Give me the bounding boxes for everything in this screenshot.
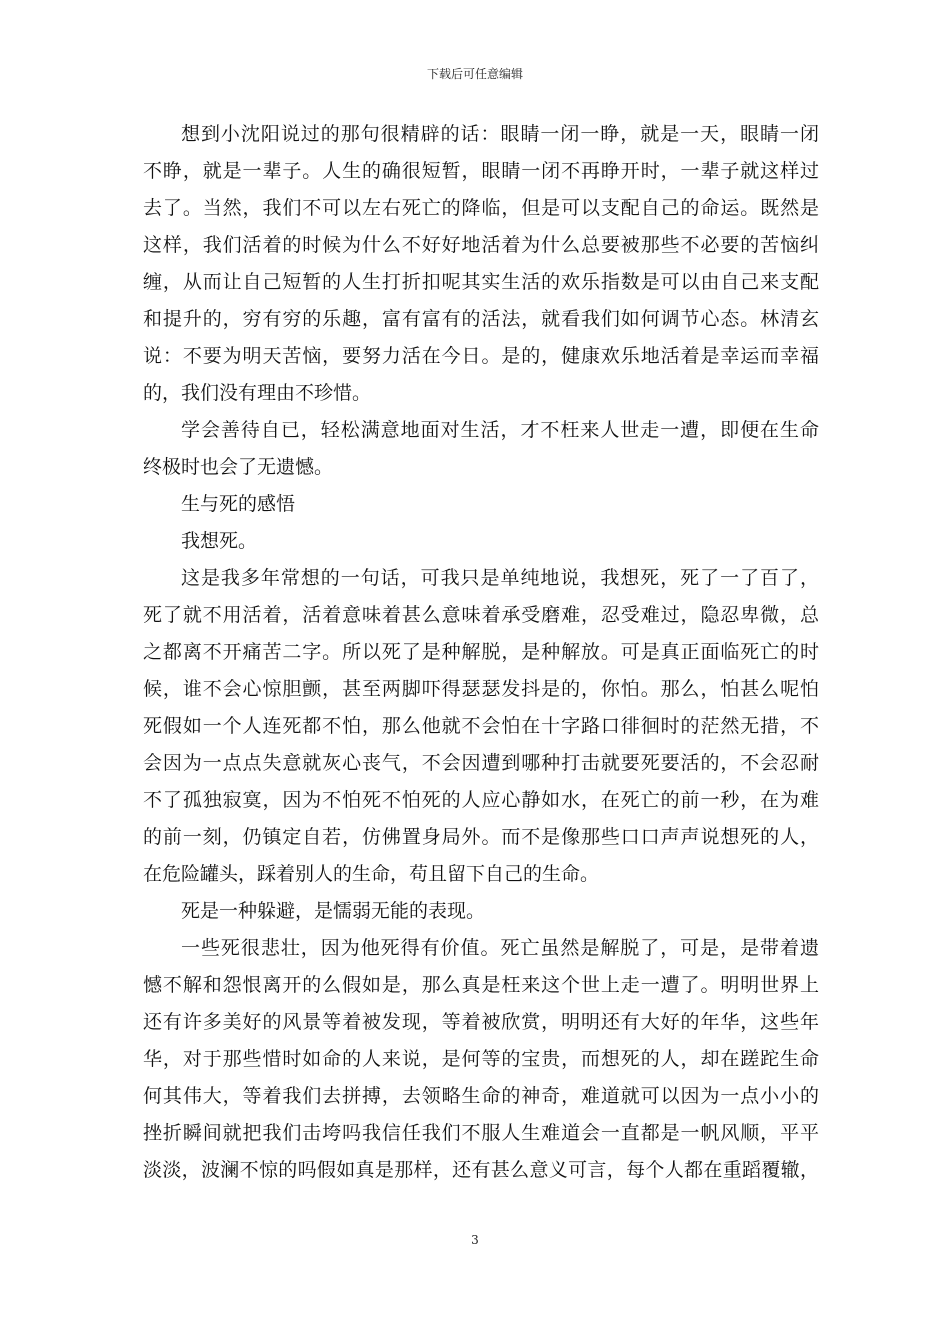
text-line: 死假如一个人连死都不怕，那么他就不会怕在十字路口徘徊时的茫然无措，不 [143,715,819,737]
text-line: 何其伟大，等着我们去拼搏，去领略生命的神奇，难道就可以因为一点小小的 [143,1085,819,1107]
text-line: 不了孤独寂寞，因为不怕死不怕死的人应心静如水，在死亡的前一秒，在为难 [143,789,819,811]
text-line: 的前一刻，仍镇定自若，仿佛置身局外。而不是像那些口口声声说想死的人， [143,826,819,848]
text-line: 想到小沈阳说过的那句很精辟的话：眼睛一闭一睁，就是一天，眼睛一闭 [181,123,819,145]
text-line: 这是我多年常想的一句话，可我只是单纯地说，我想死，死了一了百了， [181,567,819,589]
paragraph [143,893,819,930]
text-line: 的，我们没有理由不珍惜。 [143,382,372,404]
text-line: 学会善待自已，轻松满意地面对生活，才不枉来人世走一遭，即便在生命 [181,419,819,441]
text-line: 在危险罐头，踩着别人的生命，苟且留下自己的生命。 [143,863,600,885]
paragraph [143,523,819,560]
text-line: 说：不要为明天苦恼，要努力活在今日。是的，健康欢乐地活着是幸运而幸福 [143,345,819,367]
text-line: 去了。当然，我们不可以左右死亡的降临，但是可以支配自己的命运。既然是 [143,197,819,219]
text-line: 一些死很悲壮，因为他死得有价值。死亡虽然是解脱了，可是，是带着遗 [181,937,819,959]
paragraph [143,560,819,893]
paragraph [143,116,819,412]
text-line: 这样，我们活着的时候为什么不好好地活着为什么总要被那些不必要的苦恼纠 [143,234,819,256]
page-number: 3 [471,1233,479,1247]
text-line: 终极时也会了无遗憾。 [143,456,334,478]
text-line: 我想死。 [181,530,258,552]
paragraph [143,930,819,1189]
document-body [143,116,819,1189]
text-line: 淡淡，波澜不惊的吗假如真是那样，还有甚么意义可言，每个人都在重蹈覆辙， [143,1159,819,1181]
text-line: 候，谁不会心惊胆颤，甚至两脚吓得瑟瑟发抖是的，你怕。那么，怕甚么呢怕 [143,678,819,700]
text-line: 生与死的感悟 [181,493,296,515]
paragraph [143,486,819,523]
paragraph [143,412,819,486]
text-line: 之都离不开痛苦二字。所以死了是种解脱，是种解放。可是真正面临死亡的时 [143,641,819,663]
text-line: 缠，从而让自己短暂的人生打折扣呢其实生活的欢乐指数是可以由自己来支配 [143,271,819,293]
text-line: 憾不解和怨恨离开的么假如是，那么真是枉来这个世上走一遭了。明明世界上 [143,974,819,996]
text-line: 会因为一点点失意就灰心丧气，不会因遭到哪种打击就要死要活的，不会忍耐 [143,752,819,774]
text-line: 和提升的，穷有穷的乐趣，富有富有的活法，就看我们如何调节心态。林清玄 [143,308,819,330]
text-line: 华，对于那些惜时如命的人来说，是何等的宝贵，而想死的人，却在蹉跎生命 [143,1048,819,1070]
text-line: 不睁，就是一辈子。人生的确很短暂，眼睛一闭不再睁开时，一辈子就这样过 [143,160,819,182]
text-line: 挫折瞬间就把我们击垮吗我信任我们不服人生难道会一直都是一帆风顺，平平 [143,1122,819,1144]
page-header: 下载后可任意编辑 [426,67,523,81]
text-line: 还有许多美好的风景等着被发现，等着被欣赏，明明还有大好的年华，这些年 [143,1011,819,1033]
text-line: 死是一种躲避，是懦弱无能的表现。 [181,900,486,922]
text-line: 死了就不用活着，活着意味着甚么意味着承受磨难，忍受难过，隐忍卑微，总 [143,604,819,626]
